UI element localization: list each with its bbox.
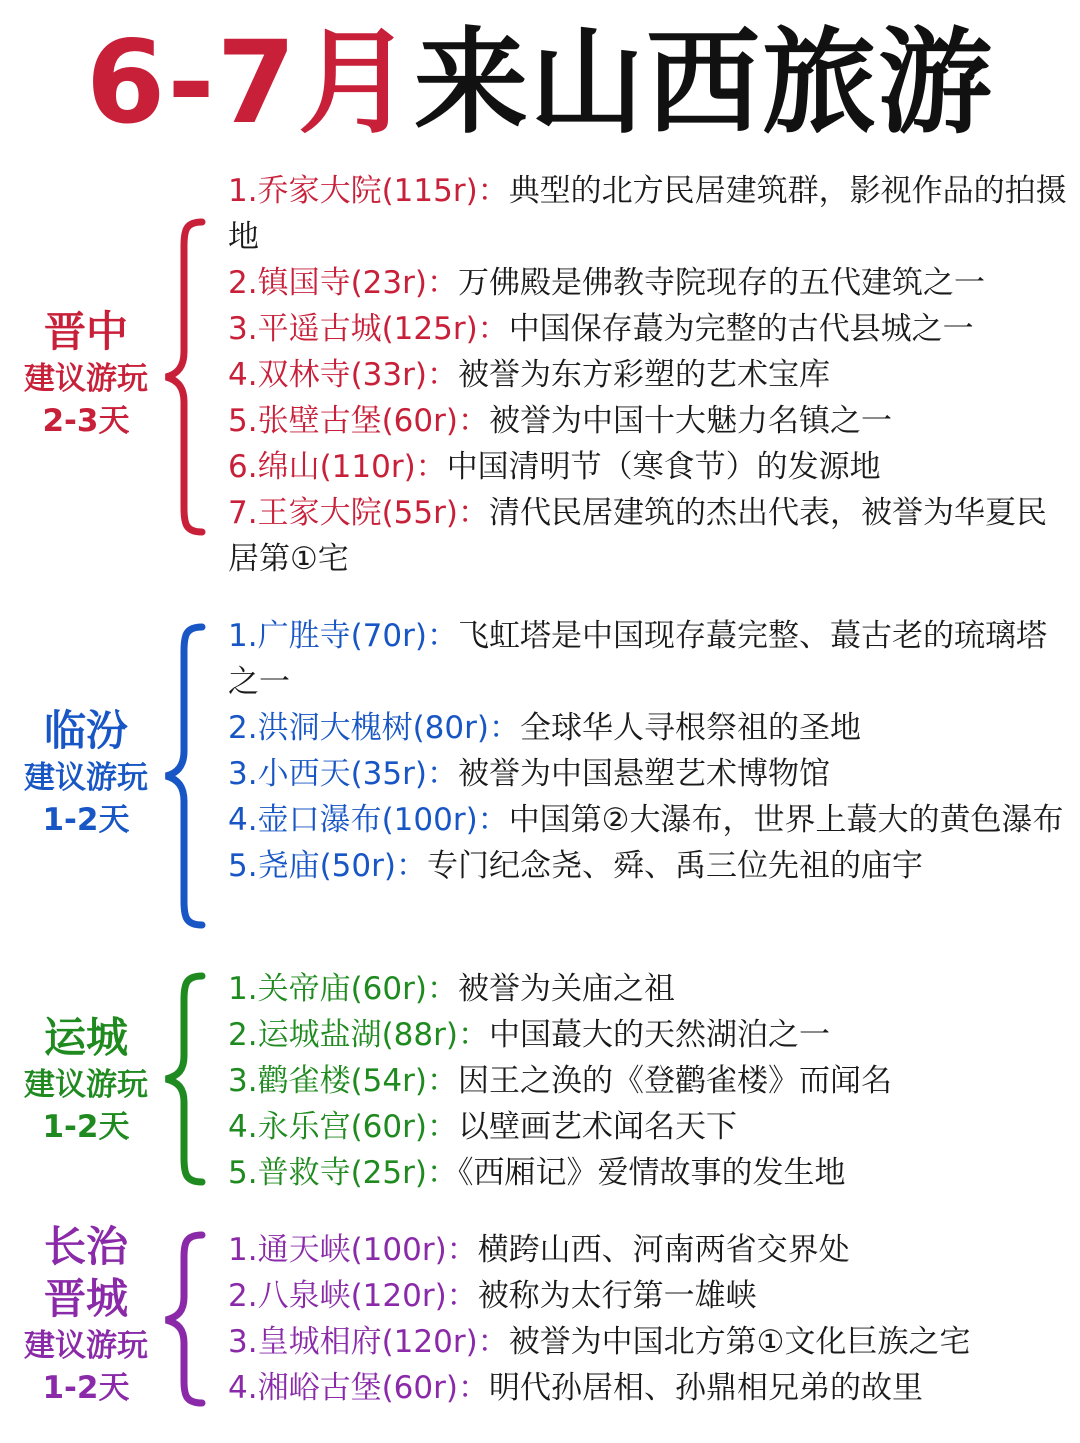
attraction-name: 3.皇城相府(120r)： bbox=[228, 1324, 509, 1360]
attraction-name: 3.平遥古城(125r)： bbox=[228, 311, 509, 347]
attraction-description: 明代孙居相、孙鼎相兄弟的故里 bbox=[488, 1370, 923, 1406]
attraction-name: 2.镇国寺(23r)： bbox=[228, 265, 458, 301]
attraction-list bbox=[228, 613, 1068, 889]
page-title bbox=[0, 18, 1080, 148]
list-item bbox=[228, 1058, 1068, 1104]
attraction-description: 被誉为中国十大魅力名镇之一 bbox=[488, 403, 892, 439]
attraction-name: 4.永乐宫(60r)： bbox=[228, 1109, 458, 1145]
list-item bbox=[228, 751, 1068, 797]
brace-icon bbox=[158, 216, 208, 538]
attraction-name: 3.小西天(35r)： bbox=[228, 756, 458, 792]
attraction-description: 被誉为东方彩塑的艺术宝库 bbox=[457, 357, 830, 393]
list-item bbox=[228, 1273, 1068, 1319]
attraction-description: 中国蕞大的天然湖泊之一 bbox=[488, 1017, 830, 1053]
days-text: 1-2天 bbox=[42, 1370, 130, 1406]
attraction-name: 2.洪洞大槐树(80r)： bbox=[228, 710, 520, 746]
attraction-name: 4.壶口瀑布(100r)： bbox=[228, 802, 509, 838]
list-item bbox=[228, 1319, 1068, 1365]
region-label bbox=[0, 306, 172, 442]
list-item bbox=[228, 797, 1068, 843]
section-yuncheng bbox=[0, 966, 1080, 1196]
attraction-list bbox=[228, 168, 1068, 582]
brace-icon bbox=[158, 621, 208, 931]
attraction-description: 横跨山西、河南两省交界处 bbox=[477, 1232, 850, 1268]
attraction-name: 1.乔家大院(115r)： bbox=[228, 173, 509, 209]
list-item bbox=[228, 168, 1068, 260]
attraction-name: 7.王家大院(55r)： bbox=[228, 495, 489, 531]
days-text: 1-2天 bbox=[42, 1109, 130, 1145]
list-item bbox=[228, 1104, 1068, 1150]
list-item bbox=[228, 398, 1068, 444]
list-item bbox=[228, 1227, 1068, 1273]
list-item bbox=[228, 1150, 1068, 1196]
attraction-name: 5.张壁古堡(60r)： bbox=[228, 403, 489, 439]
title-part-main: 来山西旅游 bbox=[413, 16, 994, 149]
attraction-description: 全球华人寻根祭祖的圣地 bbox=[519, 710, 861, 746]
section-linfen bbox=[0, 613, 1080, 943]
attraction-description: 《西厢记》爱情故事的发生地 bbox=[457, 1155, 846, 1191]
attraction-description: 中国第②大瀑布，世界上蕞大的黄色瀑布 bbox=[508, 802, 1064, 838]
region-label bbox=[0, 705, 172, 841]
list-item bbox=[228, 260, 1068, 306]
region-name-2: 晋城 bbox=[43, 1274, 128, 1323]
list-item bbox=[228, 843, 1068, 889]
attraction-name: 5.普救寺(25r)： bbox=[228, 1155, 458, 1191]
attraction-description: 中国保存蕞为完整的古代县城之一 bbox=[508, 311, 974, 347]
attraction-name: 1.通天峡(100r)： bbox=[228, 1232, 478, 1268]
attraction-name: 5.尧庙(50r)： bbox=[228, 848, 427, 884]
brace-icon bbox=[158, 970, 208, 1188]
list-item bbox=[228, 1012, 1068, 1058]
attraction-description: 被誉为中国北方第①文化巨族之宅 bbox=[508, 1324, 971, 1360]
list-item bbox=[228, 1365, 1068, 1411]
attraction-name: 1.关帝庙(60r)： bbox=[228, 971, 458, 1007]
attraction-description: 清代民居建筑的杰出代表，被誉为华夏民居第①宅 bbox=[228, 495, 1047, 577]
list-item bbox=[228, 352, 1068, 398]
region-name: 长治 bbox=[43, 1222, 128, 1271]
days-text: 2-3天 bbox=[42, 403, 130, 439]
attraction-name: 4.双林寺(33r)： bbox=[228, 357, 458, 393]
region-label bbox=[0, 1221, 172, 1409]
attraction-description: 以壁画艺术闻名天下 bbox=[457, 1109, 737, 1145]
days-text: 1-2天 bbox=[42, 802, 130, 838]
attraction-description: 典型的北方民居建筑群，影视作品的拍摄地 bbox=[228, 173, 1067, 255]
attraction-description: 万佛殿是佛教寺院现存的五代建筑之一 bbox=[457, 265, 985, 301]
attraction-description: 被称为太行第一雄峡 bbox=[477, 1278, 757, 1314]
section-changzhi-jincheng bbox=[0, 1222, 1080, 1427]
suggest-text: 建议游玩 bbox=[24, 361, 148, 397]
list-item bbox=[228, 490, 1068, 582]
region-name: 运城 bbox=[43, 1013, 128, 1062]
attraction-name: 6.绵山(110r)： bbox=[228, 449, 447, 485]
suggest-text: 建议游玩 bbox=[24, 1067, 148, 1103]
attraction-description: 中国清明节（寒食节）的发源地 bbox=[446, 449, 881, 485]
attraction-description: 飞虹塔是中国现存蕞完整、蕞古老的琉璃塔之一 bbox=[228, 618, 1047, 700]
attraction-name: 3.鹳雀楼(54r)： bbox=[228, 1063, 458, 1099]
list-item bbox=[228, 444, 1068, 490]
attraction-name: 1.广胜寺(70r)： bbox=[228, 618, 458, 654]
attraction-name: 2.八泉峡(120r)： bbox=[228, 1278, 478, 1314]
attraction-description: 专门纪念尧、舜、禹三位先祖的庙宇 bbox=[426, 848, 923, 884]
region-name: 晋中 bbox=[43, 307, 128, 356]
attraction-description: 被誉为关庙之祖 bbox=[457, 971, 675, 1007]
region-name: 临汾 bbox=[43, 706, 128, 755]
attraction-description: 因王之涣的《登鹳雀楼》而闻名 bbox=[457, 1063, 892, 1099]
attraction-list bbox=[228, 1227, 1068, 1411]
list-item bbox=[228, 306, 1068, 352]
section-jinzhong bbox=[0, 168, 1080, 588]
attraction-name: 4.湘峪古堡(60r)： bbox=[228, 1370, 489, 1406]
suggest-text: 建议游玩 bbox=[24, 1328, 148, 1364]
attraction-list bbox=[228, 966, 1068, 1196]
suggest-text: 建议游玩 bbox=[24, 760, 148, 796]
list-item bbox=[228, 966, 1068, 1012]
list-item bbox=[228, 705, 1068, 751]
attraction-name: 2.运城盐湖(88r)： bbox=[228, 1017, 489, 1053]
brace-icon bbox=[158, 1229, 208, 1409]
list-item bbox=[228, 613, 1068, 705]
attraction-description: 被誉为中国悬塑艺术博物馆 bbox=[457, 756, 830, 792]
title-part-date: 6-7月 bbox=[86, 16, 414, 149]
region-label bbox=[0, 1012, 172, 1148]
